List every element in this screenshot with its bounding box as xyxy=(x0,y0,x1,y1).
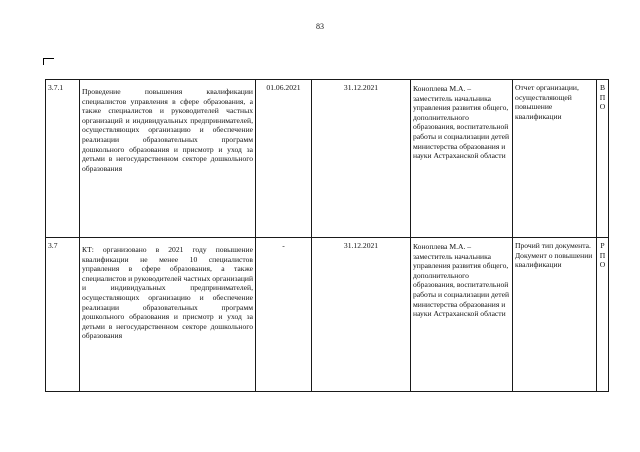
activity-description-text: КТ: организовано в 2021 году повышение квалификации не менее 10 специалистов управления в сфере образования, а также специалистов и руководителей частных организаций и индивидуальных предпринимателей, осуществляющих организацию и обеспечение реализации образовательных программ дошкольного образования и присмотр и уход за детьми в негосударственном секторе дошкольного образования xyxy=(82,245,254,341)
row-number: 3.7 xyxy=(46,238,80,392)
result-document: Отчет организации, осуществляющей повышение квалификации xyxy=(513,80,597,238)
activity-description-text: Проведение повышения квалификации специалистов управления в сфере образования, а также специалистов и руководителей частных организаций и индивидуальных предпринимателей, осуществляющих организацию и обеспечение реализации образовательных программ дошкольного образования и присмотр и уход за детьми в негосударственном секторе дошкольного образования xyxy=(82,87,253,173)
end-date: 31.12.2021 xyxy=(312,238,411,392)
level-code: ВПО xyxy=(597,80,609,238)
activity-description xyxy=(80,238,256,392)
start-date: 01.06.2021 xyxy=(256,80,312,238)
table-top-mark xyxy=(43,58,54,65)
result-document: Прочий тип документа. Документ о повышении квалификации xyxy=(513,238,597,392)
page-number: 83 xyxy=(316,22,324,31)
responsible-person-text: Коноплева М.А. – заместитель начальника управления развития общего, дополнительного образования, воспитательной работы и социализации детей министерства образования и науки Астраханской области xyxy=(413,84,510,161)
table-row xyxy=(46,238,609,392)
end-date: 31.12.2021 xyxy=(312,80,411,238)
responsible-person-text: Коноплева М.А. – заместитель начальника управления развития общего, дополнительного образования, воспитательной работы и социализации детей министерства образования и науки Астраханской области xyxy=(413,242,510,319)
level-code: РПО xyxy=(597,238,609,392)
table-row xyxy=(46,80,609,238)
responsible-person xyxy=(411,238,513,392)
activity-description xyxy=(80,80,256,238)
responsible-person xyxy=(411,80,513,238)
plan-table xyxy=(45,79,609,392)
start-date: - xyxy=(256,238,312,392)
row-number: 3.7.1 xyxy=(46,80,80,238)
